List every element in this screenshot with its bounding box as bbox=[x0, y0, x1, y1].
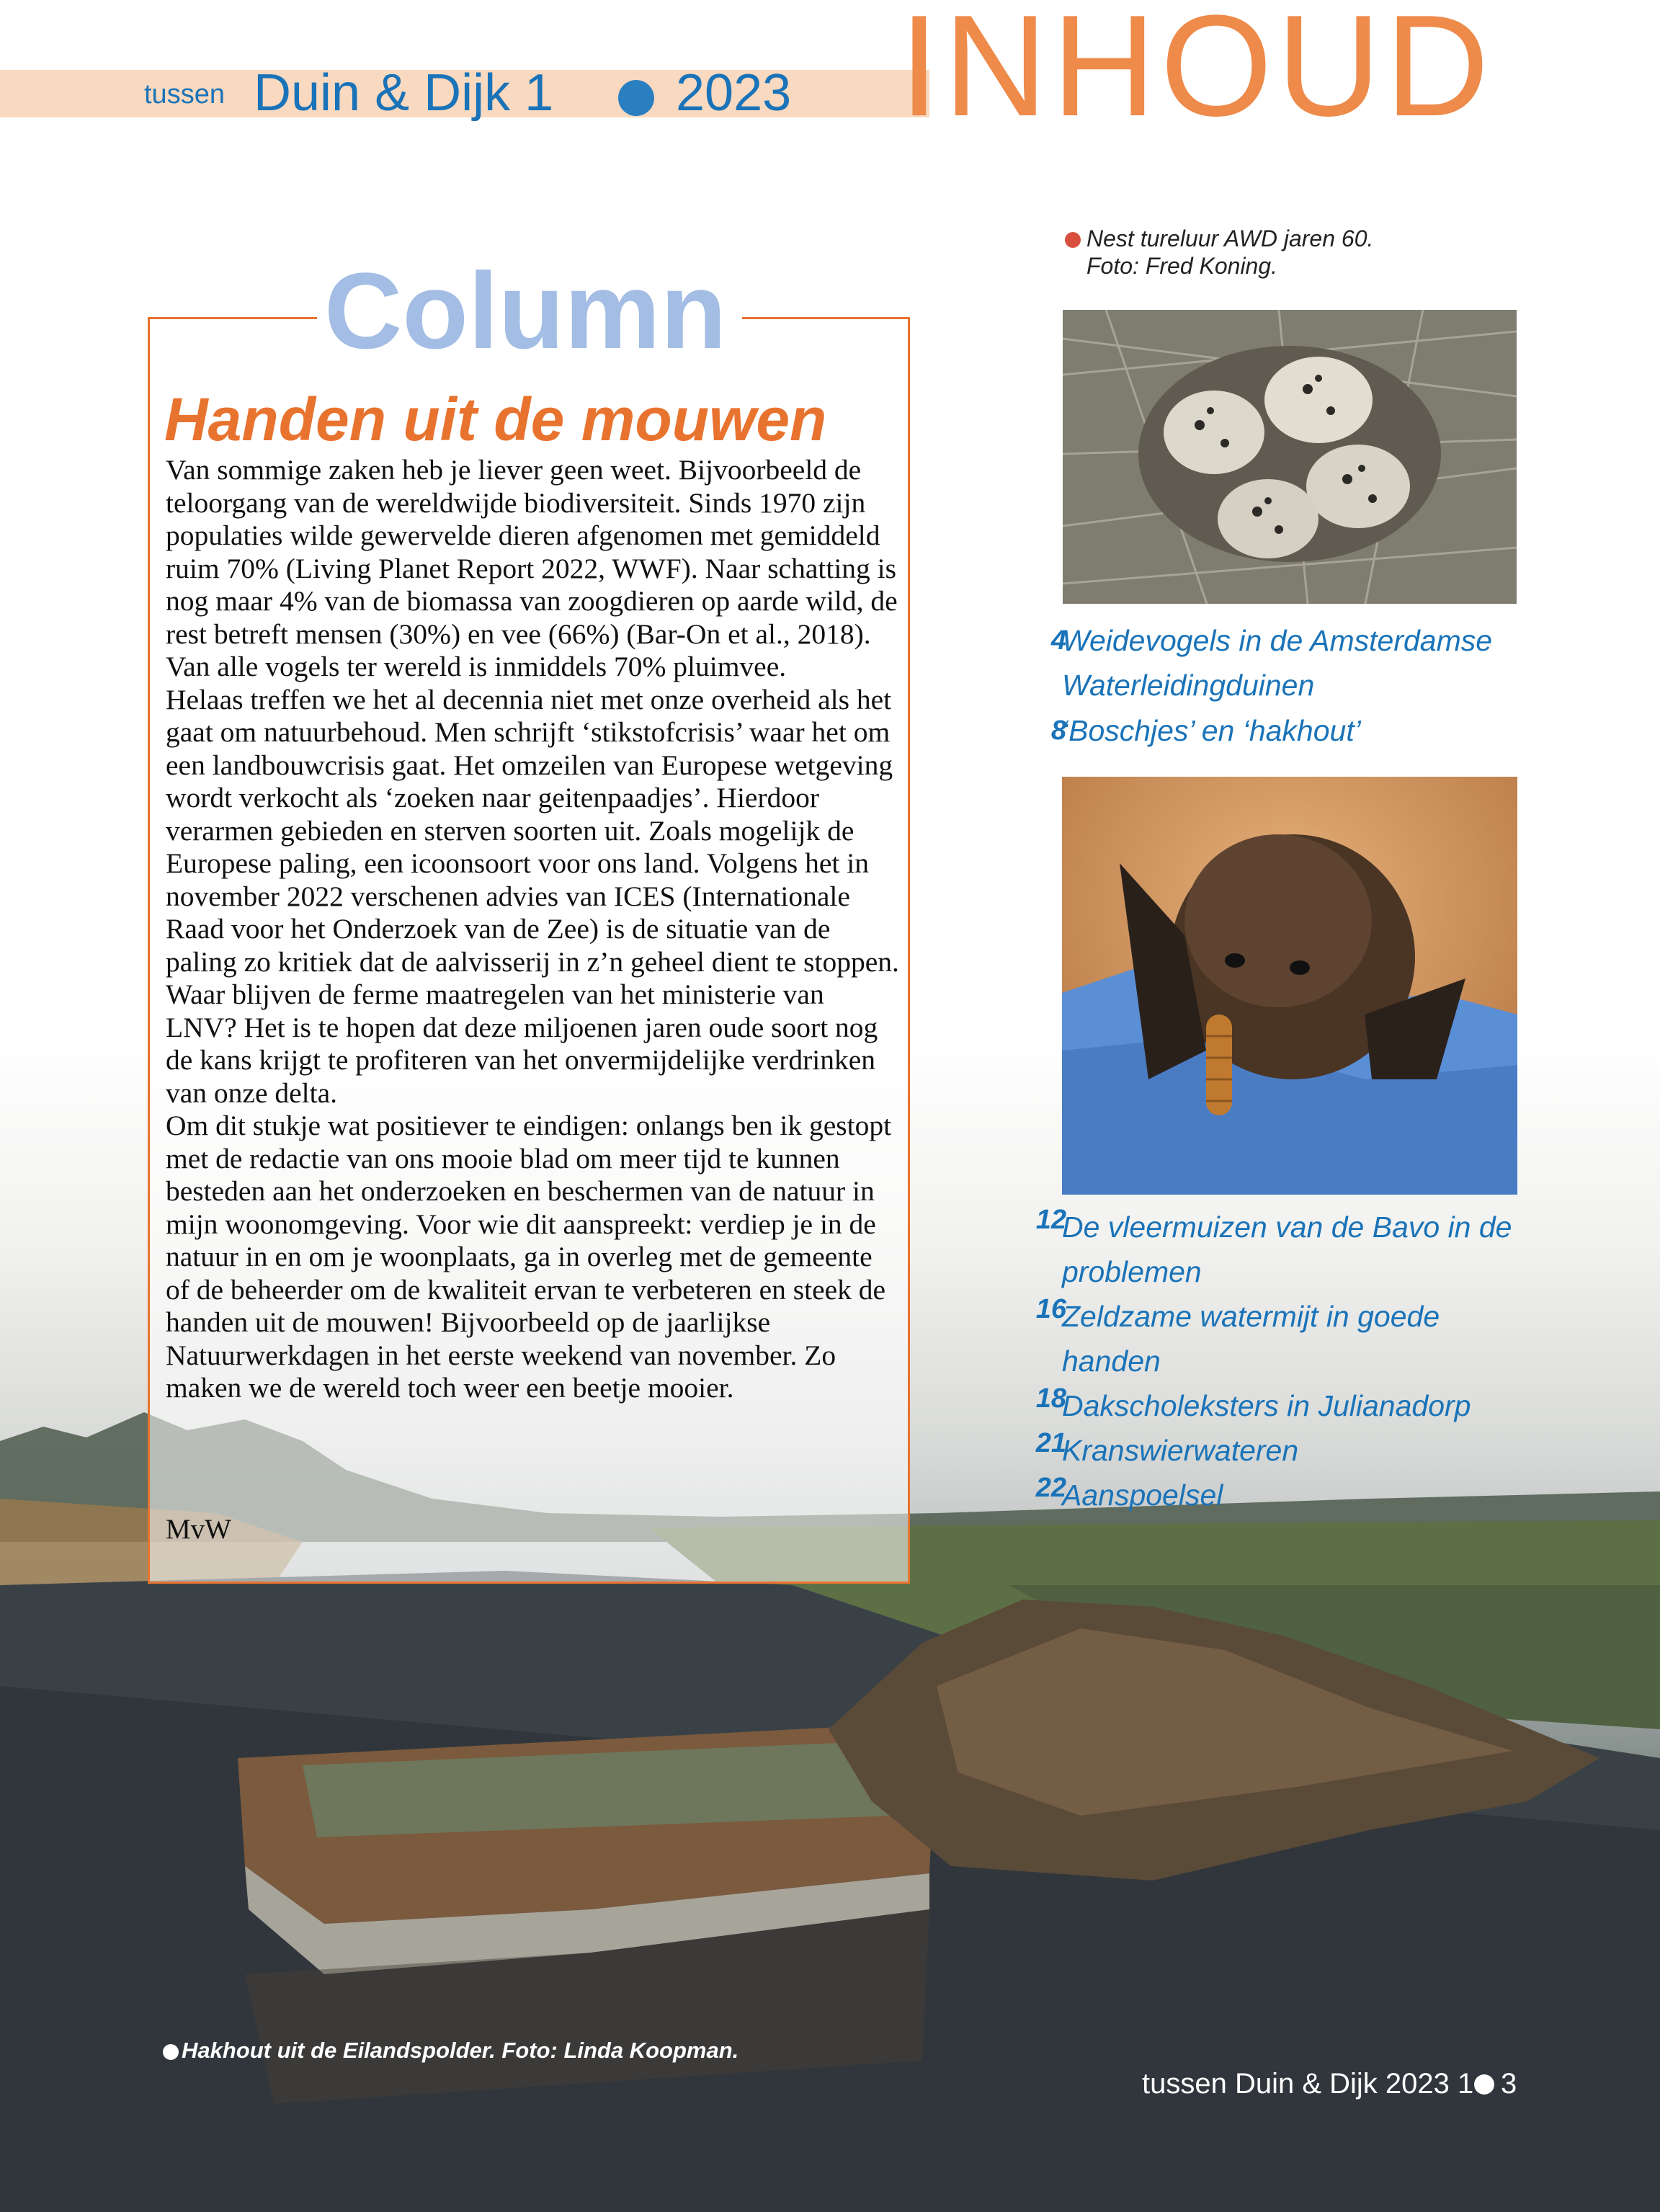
toc-page-number: 8 bbox=[1050, 715, 1066, 746]
header-bullet-icon bbox=[618, 80, 654, 116]
nest-caption bbox=[1065, 225, 1373, 280]
magazine-prefix: tussen bbox=[144, 79, 225, 110]
article-paragraph: Van sommige zaken heb je liever geen weet. Bijvoorbeeld de teloorgang van de wereldwijde biodiversiteit. Sinds 1970 zijn populaties wilde gewervelde dieren afgenomen met gemiddeld ruim 70% (Living Planet Report 2022, WWF). Naar schatting is nog maar 4% van de biomassa van zoogdieren op aarde wild, de rest betreft mensen (30%) en vee (66%) (Bar-On et al., 2018). Van alle vogels ter wereld is inmiddels 70% pluimvee. bbox=[166, 454, 898, 682]
article-signature: MvW bbox=[166, 1514, 231, 1545]
toc-entry-line: handen bbox=[1062, 1344, 1161, 1378]
toc-entry-line: problemen bbox=[1062, 1255, 1202, 1288]
section-title: INHOUD bbox=[899, 0, 1494, 146]
column-heading: Column bbox=[324, 250, 727, 371]
toc-entry-line: Aanspoelsel bbox=[1062, 1479, 1223, 1512]
nest-caption-line2: Foto: Fred Koning. bbox=[1086, 253, 1278, 279]
toc-entry[interactable] bbox=[1062, 1473, 1223, 1517]
toc-entry-line: Dakscholeksters in Julianadorp bbox=[1062, 1389, 1471, 1422]
toc-page-number: 18 bbox=[1035, 1383, 1066, 1414]
toc-entry-line: Kranswierwateren bbox=[1062, 1434, 1299, 1467]
toc-page-number: 16 bbox=[1035, 1294, 1066, 1324]
magazine-year: 2023 bbox=[676, 64, 792, 122]
article-paragraph: Om dit stukje wat positiever te eindigen: onlangs ben ik gestopt met de redactie van ons mooie blad om meer tijd te kunnen besteden aan het onderzoeken en beschermen van de natuur in mijn woonomgeving. Voor wie dit aanspreekt: verdiep je in de natuur in en om je woonplaats, ga in overleg met de gemeente of de beheerder om de kwaliteit ervan te verbeteren en steek de handen uit de mouwen! Bijvoorbeeld op de jaarlijkse Natuurwerkdagen in het eerste weekend van november. Zo maken we de wereld toch weer een beetje mooier. bbox=[166, 1110, 892, 1404]
toc-entry[interactable] bbox=[1062, 1383, 1471, 1428]
page-number: 3 bbox=[1501, 2068, 1517, 2100]
article-paragraph: Helaas treffen we het al decennia niet met onze overheid als het gaat om natuurbehoud. Men schrijft ‘stikstofcrisis’ waar het om een landbouwcrisis gaat. Het omzeilen van Europese wetgeving wordt verkocht als ‘zoeken naar geitenpaadjes’. Hierdoor verarmen gebieden en sterven soorten uit. Zoals mogelijk de Europese paling, een icoonsoort voor ons land. Volgens het in november 2022 verschenen advies van ICES (Internationale Raad voor het Onderzoek van de Zee) is de situatie van de paling zo kritiek dat de aalvisserij in z’n geheel dient te stoppen. Waar blijven de ferme maatregelen van het ministerie van LNV? Het is te hopen dat deze miljoenen jaren oude soort nog de kans krijgt te profiteren van het onvermijdelijke verdrinken van onze delta. bbox=[166, 683, 899, 1109]
toc-entry[interactable] bbox=[1062, 708, 1361, 753]
bat-photo bbox=[1062, 777, 1517, 1195]
toc-entry-line: De vleermuizen van de Bavo in de bbox=[1062, 1210, 1512, 1244]
toc-page-number: 21 bbox=[1035, 1428, 1066, 1458]
magazine-title: Duin & Dijk 1 bbox=[254, 64, 554, 122]
footer-bullet-icon bbox=[1474, 2074, 1494, 2095]
toc-entry-line: ‘Boschjes’ en ‘hakhout’ bbox=[1062, 714, 1361, 747]
toc-page-number: 12 bbox=[1035, 1205, 1066, 1235]
landscape-caption: Hakhout uit de Eilandspolder. Foto: Linda Koopman. bbox=[182, 2038, 739, 2063]
toc-entry-line: Waterleidingduinen bbox=[1062, 669, 1315, 702]
nest-caption-line1: Nest tureluur AWD jaren 60. bbox=[1086, 226, 1374, 251]
footer-magazine: tussen Duin & Dijk 2023 1 bbox=[1142, 2068, 1474, 2100]
toc-entry-line: Zeldzame watermijt in goede bbox=[1062, 1300, 1440, 1333]
toc-entry[interactable] bbox=[1062, 1294, 1440, 1383]
toc-entry[interactable] bbox=[1062, 1205, 1512, 1294]
toc-page-number: 4 bbox=[1050, 625, 1066, 656]
toc-entry[interactable] bbox=[1062, 1428, 1298, 1473]
article-body bbox=[166, 454, 901, 1405]
nest-photo bbox=[1063, 310, 1517, 604]
toc-entry-line: Weidevogels in de Amsterdamse bbox=[1062, 624, 1493, 657]
toc-page-number: 22 bbox=[1035, 1473, 1066, 1503]
toc-entry[interactable] bbox=[1062, 618, 1492, 708]
article-title: Handen uit de mouwen bbox=[164, 385, 827, 453]
